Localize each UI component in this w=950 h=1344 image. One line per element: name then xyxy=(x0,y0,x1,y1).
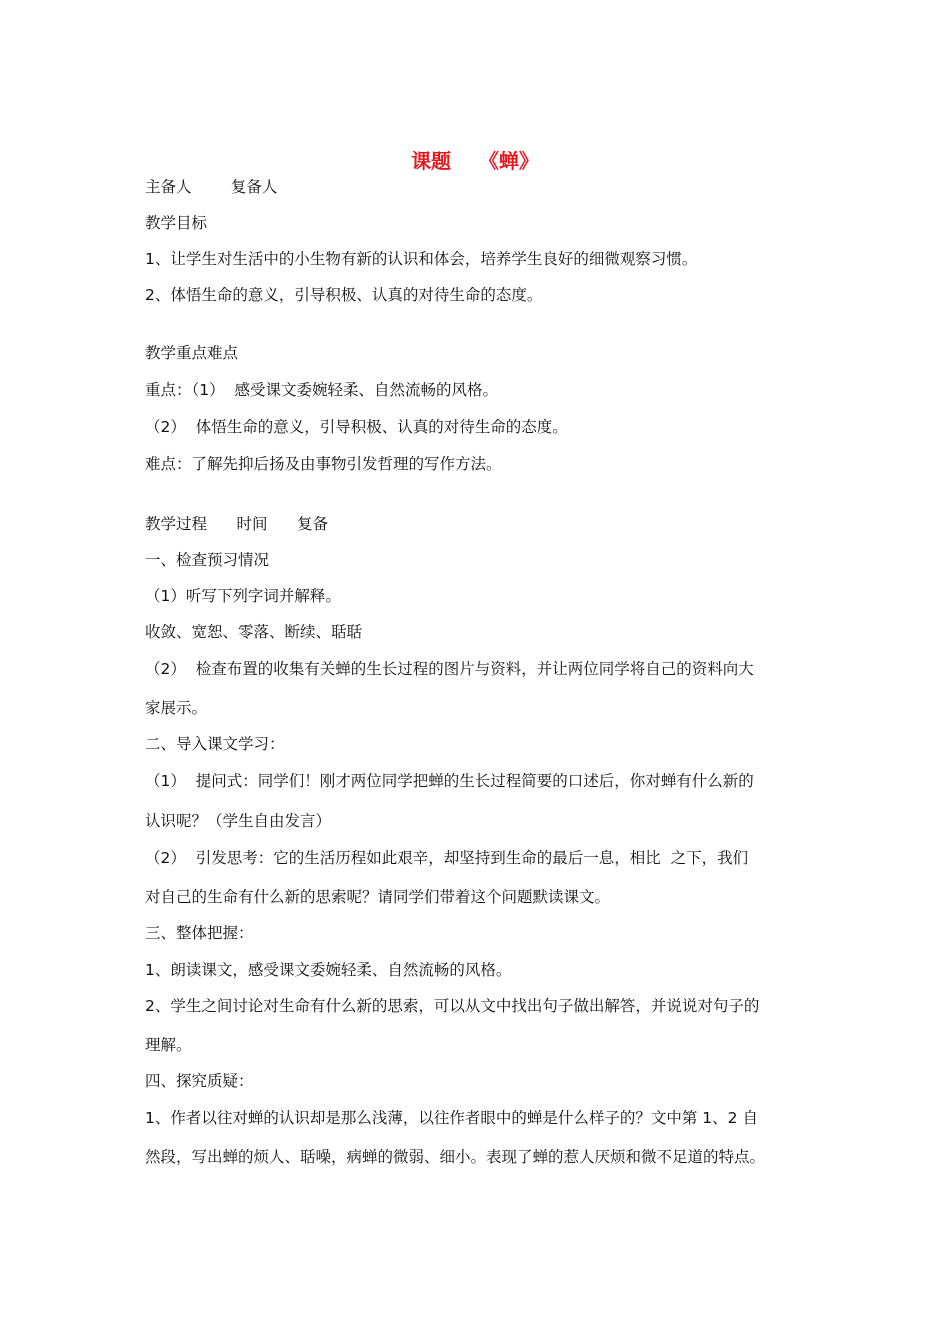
process-line: 2、学生之间讨论对生命有什么新的思索，可以从文中找出句子做出解答，并说说对句子的 xyxy=(145,997,760,1015)
vocabulary-line: 收敛、宽恕、零落、断续、聒聒 xyxy=(145,623,363,641)
process-line: （1）听写下列字词并解释。 xyxy=(145,587,341,605)
document-title: 课题 《蝉》 xyxy=(411,149,539,173)
section-heading-key-points: 教学重点难点 xyxy=(145,344,239,362)
process-line: 认识呢？（学生自由发言） xyxy=(145,812,332,830)
process-step-heading: 四、探究质疑： xyxy=(145,1072,254,1090)
key-point-item: 重点：（1） 感受课文委婉轻柔、自然流畅的风格。 xyxy=(145,381,498,399)
process-step-heading: 二、导入课文学习： xyxy=(145,735,285,753)
process-line: （2） 检查布置的收集有关蝉的生长过程的图片与资料，并让两位同学将自己的资料向大 xyxy=(145,660,754,678)
process-line: 然段，写出蝉的烦人、聒噪，病蝉的微弱、细小。表现了蝉的惹人厌烦和微不足道的特点。 xyxy=(145,1148,766,1166)
section-heading-process: 教学过程 时间 复备 xyxy=(145,515,329,533)
section-heading-objectives: 教学目标 xyxy=(145,214,208,232)
objective-item: 1、让学生对生活中的小生物有新的认识和体会，培养学生良好的细微观察习惯。 xyxy=(145,250,698,268)
key-point-item: （2） 体悟生命的意义，引导积极、认真的对待生命的态度。 xyxy=(145,418,568,436)
process-line: 1、作者以往对蝉的认识却是那么浅薄，以往作者眼中的蝉是什么样子的？文中第 1、2 自 xyxy=(145,1109,758,1127)
difficulty-item: 难点：了解先抑后扬及由事物引发哲理的写作方法。 xyxy=(145,455,502,473)
process-line: 理解。 xyxy=(145,1036,192,1054)
process-line: 1、朗读课文，感受课文委婉轻柔、自然流畅的风格。 xyxy=(145,961,512,979)
objective-item: 2、体悟生命的意义，引导积极、认真的对待生命的态度。 xyxy=(145,286,543,304)
process-line: （2） 引发思考：它的生活历程如此艰辛，却坚持到生命的最后一息，相比 之下，我们 xyxy=(145,849,749,867)
process-step-heading: 一、检查预习情况 xyxy=(145,551,270,569)
process-line: 家展示。 xyxy=(145,699,208,717)
process-line: （1） 提问式：同学们！刚才两位同学把蝉的生长过程简要的口述后，你对蝉有什么新的 xyxy=(145,772,754,790)
preparer-line: 主备人 复备人 xyxy=(145,178,278,196)
process-step-heading: 三、整体把握： xyxy=(145,924,254,942)
process-line: 对自己的生命有什么新的思索呢？请同学们带着这个问题默读课文。 xyxy=(145,888,611,906)
